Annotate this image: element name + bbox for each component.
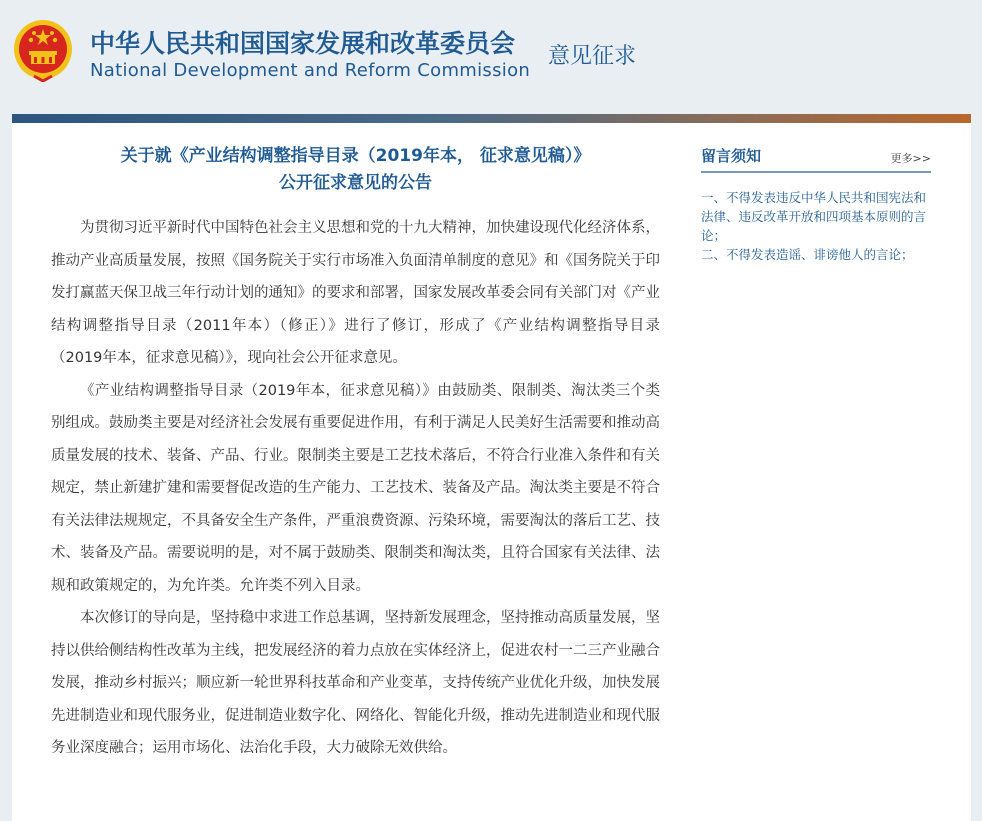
section-title: 意见征求	[548, 44, 637, 69]
article-title-line-2: 公开征求意见的公告	[279, 173, 432, 193]
content-panel	[12, 123, 971, 821]
article	[51, 143, 660, 765]
site-header	[0, 0, 982, 114]
article-title	[51, 143, 660, 197]
article-body	[51, 212, 660, 765]
comment-notice-sidebar	[701, 145, 931, 264]
org-name-english: National Development and Reform Commission	[90, 60, 531, 81]
article-paragraph: 为贯彻习近平新时代中国特色社会主义思想和党的十九大精神，加快建设现代化经济体系，推动产业高质量发展，按照《国务院关于实行市场准入负面清单制度的意见》和《国务院关于印发打赢蓝天保卫战三年行动计划的通知》的要求和部署，国家发展改革委会同有关部门对《产业结构调整指导目录（2011年本）（修正）》进行了修订，形成了《产业结构调整指导目录（2019年本，征求意见稿）》，现向社会公开征求意见。	[51, 220, 660, 366]
article-paragraph: 本次修订的导向是，坚持稳中求进工作总基调，坚持新发展理念，坚持推动高质量发展，坚持以供给侧结构性改革为主线，把发展经济的着力点放在实体经济上，促进农村一二三产业融合发展，推动乡村振兴；顺应新一轮世界科技革命和产业变革，支持传统产业优化升级，加快发展先进制造业和现代服务业，促进制造业数字化、网络化、智能化升级，推动先进制造业和现代服务业深度融合；运用市场化、法治化手段，大力破除无效供给。	[51, 610, 660, 756]
rule-item: 二、不得发表造谣、诽谤他人的言论；	[701, 247, 914, 262]
rule-item: 一、不得发表违反中华人民共和国宪法和法律、违反改革开放和四项基本原则的言论；	[701, 190, 927, 243]
sidebar-title: 留言须知	[701, 147, 762, 165]
article-paragraph: 《产业结构调整指导目录（2019年本，征求意见稿）》由鼓励类、限制类、淘汰类三个类别组成。鼓励类主要是对经济社会发展有重要促进作用，有利于满足人民美好生活需要和推动高质量发展的技术、装备、产品、行业。限制类主要是工艺技术落后，不符合行业准入条件和有关规定，禁止新建扩建和需要督促改造的生产能力、工艺技术、装备及产品。淘汰类主要是不符合有关法律法规规定，不具备安全生产条件，严重浪费资源、污染环境，需要淘汰的落后工艺、技术、装备及产品。需要说明的是，对不属于鼓励类、限制类和淘汰类，且符合国家有关法律、法规和政策规定的，为允许类。允许类不列入目录。	[51, 382, 660, 594]
org-name-chinese: 中华人民共和国国家发展和改革委员会	[90, 29, 516, 58]
sidebar-rules	[701, 188, 931, 264]
national-emblem-icon	[12, 18, 74, 82]
article-title-line-1: 关于就《产业结构调整指导目录（2019年本， 征求意见稿）》	[120, 146, 591, 166]
header-color-band	[12, 114, 971, 123]
more-link[interactable]: 更多>>	[890, 152, 931, 165]
sidebar-header	[701, 145, 931, 173]
